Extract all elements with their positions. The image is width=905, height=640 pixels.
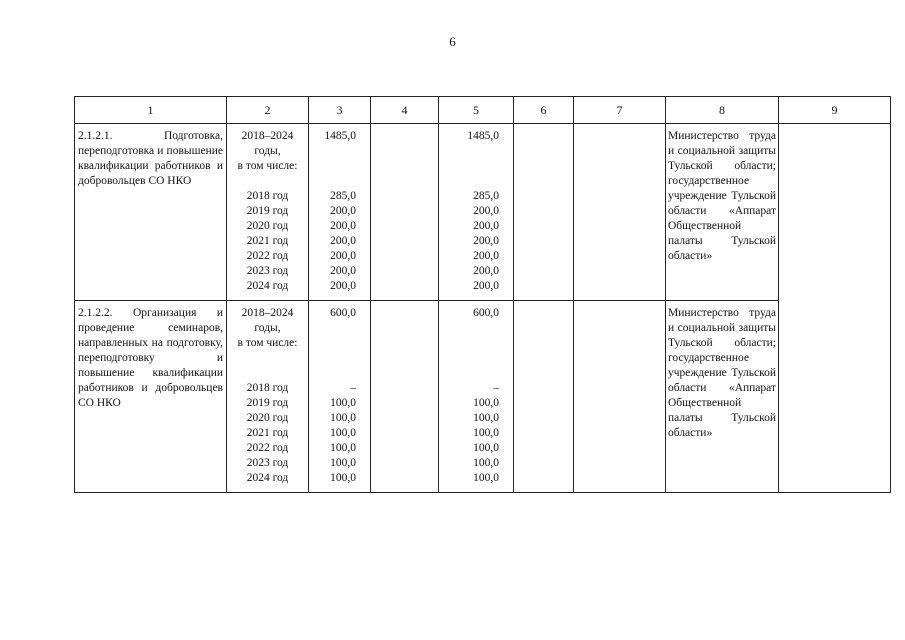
col5-value: 100,0 bbox=[473, 397, 499, 409]
col3-value: 200,0 bbox=[330, 205, 356, 217]
period-label: годы, bbox=[254, 322, 281, 334]
col5-total: 1485,0 bbox=[467, 130, 499, 142]
column-header: 1 bbox=[75, 97, 227, 124]
col3-total: 600,0 bbox=[330, 307, 356, 319]
col5-value: 285,0 bbox=[473, 190, 499, 202]
executor-text: Министерство труда и социальной защиты Тульской области; государственное учреждение Тульской области «Аппарат Общественной палаты Тульской области» bbox=[668, 130, 776, 262]
period-label: годы, bbox=[254, 145, 281, 157]
col3-value: 100,0 bbox=[330, 457, 356, 469]
period-including: в том числе: bbox=[237, 337, 298, 349]
col5-value: 200,0 bbox=[473, 235, 499, 247]
col6-cell bbox=[514, 124, 574, 301]
column-header: 8 bbox=[666, 97, 779, 124]
col3-value: 100,0 bbox=[330, 442, 356, 454]
page-number: 6 bbox=[449, 34, 456, 49]
activity-name-cell bbox=[75, 124, 227, 301]
activity-name-cell bbox=[75, 301, 227, 493]
column-header: 6 bbox=[514, 97, 574, 124]
period-cell bbox=[227, 124, 309, 301]
col3-value: 200,0 bbox=[330, 250, 356, 262]
col4-cell bbox=[371, 124, 439, 301]
col5-value: 200,0 bbox=[473, 220, 499, 232]
col5-total: 600,0 bbox=[473, 307, 499, 319]
year-label: 2018 год bbox=[246, 382, 289, 394]
period-range: 2018–2024 bbox=[241, 307, 294, 319]
column-header: 7 bbox=[574, 97, 666, 124]
col3-value: 200,0 bbox=[330, 235, 356, 247]
header-row bbox=[75, 97, 891, 124]
column-header: 3 bbox=[309, 97, 371, 124]
col3-value: 100,0 bbox=[330, 397, 356, 409]
budget-table bbox=[74, 96, 891, 493]
col5-value: 200,0 bbox=[473, 250, 499, 262]
year-label: 2024 год bbox=[246, 280, 289, 292]
year-label: 2023 год bbox=[246, 265, 289, 277]
col9-cell bbox=[779, 124, 891, 493]
col3-value: 200,0 bbox=[330, 280, 356, 292]
year-label: 2024 год bbox=[246, 472, 289, 484]
period-including: в том числе: bbox=[237, 160, 298, 172]
col5-cell bbox=[439, 124, 514, 301]
period-range: 2018–2024 bbox=[241, 130, 294, 142]
col4-cell bbox=[371, 301, 439, 493]
col5-value: 100,0 bbox=[473, 457, 499, 469]
col3-value: 200,0 bbox=[330, 220, 356, 232]
col5-value: 100,0 bbox=[473, 427, 499, 439]
period-cell bbox=[227, 301, 309, 493]
activity-name: 2.1.2.2. Организация и проведение семинаров, направленных на подготовку, переподготовку и повышение квалификации работников и добровольцев СО НКО bbox=[78, 307, 223, 409]
col3-total: 1485,0 bbox=[324, 130, 356, 142]
col7-cell bbox=[574, 124, 666, 301]
year-label: 2022 год bbox=[246, 250, 289, 262]
col3-value: 200,0 bbox=[330, 265, 356, 277]
year-label: 2018 год bbox=[246, 190, 289, 202]
year-label: 2020 год bbox=[246, 412, 289, 424]
col3-value: 100,0 bbox=[330, 412, 356, 424]
col3-cell bbox=[309, 124, 371, 301]
col3-value: 100,0 bbox=[330, 472, 356, 484]
col3-cell bbox=[309, 301, 371, 493]
col5-value: 200,0 bbox=[473, 265, 499, 277]
activity-name: 2.1.2.1. Подготовка, переподготовка и повышение квалификации работников и добровольцев СО НКО bbox=[78, 130, 223, 187]
col5-cell bbox=[439, 301, 514, 493]
table-row bbox=[75, 124, 891, 301]
year-label: 2021 год bbox=[246, 427, 289, 439]
executor-cell bbox=[666, 301, 779, 493]
col5-value: 100,0 bbox=[473, 472, 499, 484]
col7-cell bbox=[574, 301, 666, 493]
year-label: 2021 год bbox=[246, 235, 289, 247]
year-label: 2023 год bbox=[246, 457, 289, 469]
table-row bbox=[75, 301, 891, 493]
col5-value: 200,0 bbox=[473, 205, 499, 217]
year-label: 2019 год bbox=[246, 397, 289, 409]
col3-value: 285,0 bbox=[330, 190, 356, 202]
col6-cell bbox=[514, 301, 574, 493]
executor-cell bbox=[666, 124, 779, 301]
col5-value: – bbox=[493, 382, 499, 394]
executor-text: Министерство труда и социальной защиты Тульской области; государственное учреждение Тульской области «Аппарат Общественной палаты Тульской области» bbox=[668, 307, 776, 439]
col5-value: 100,0 bbox=[473, 412, 499, 424]
column-header: 5 bbox=[439, 97, 514, 124]
year-label: 2019 год bbox=[246, 205, 289, 217]
col5-value: 100,0 bbox=[473, 442, 499, 454]
column-header: 2 bbox=[227, 97, 309, 124]
year-label: 2020 год bbox=[246, 220, 289, 232]
year-label: 2022 год bbox=[246, 442, 289, 454]
column-header: 9 bbox=[779, 97, 891, 124]
column-header: 4 bbox=[371, 97, 439, 124]
col3-value: 100,0 bbox=[330, 427, 356, 439]
col3-value: – bbox=[350, 382, 356, 394]
col5-value: 200,0 bbox=[473, 280, 499, 292]
